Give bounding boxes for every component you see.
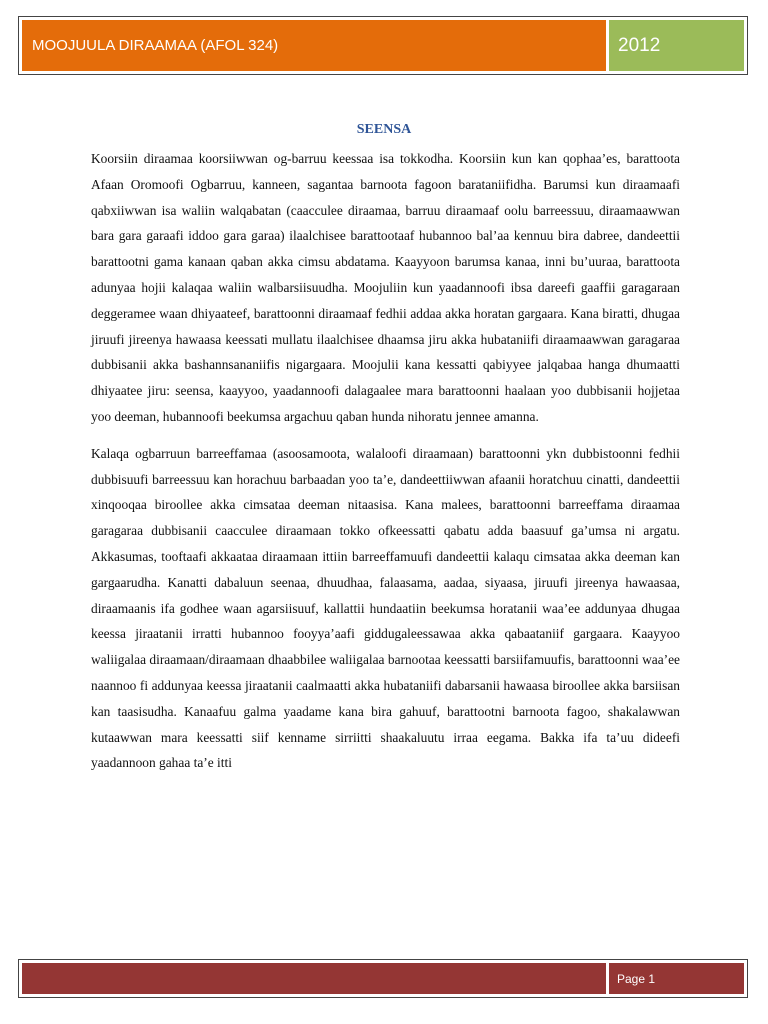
header-bar xyxy=(22,20,744,71)
document-body xyxy=(91,146,680,787)
header-year: 2012 xyxy=(609,20,744,71)
footer-color-band xyxy=(22,963,609,994)
page-footer xyxy=(18,959,748,998)
body-paragraph: Kalaqa ogbarruun barreeffamaa (asoosamoota, walaloofi diraamaan) barattoonni ykn dubbistoonni fedhii dubbisuufi barreessuu kan horachuu barbaadan yoo ta’e, dandeettiiwwan afaanii horatchuu cinatti, dandeettii xinqooqaa biroollee akka cimsataa deeman nitaasisa. Kana malees, barattoonni barreeffama diraamaa garagaraa dubbisanii caacculee diraamaan tokko ofkeessatti qabatu adda baasuuf ga’umsa ni argatu. Akkasumas, tooftaafi akkaataa diraamaan ittiin barreeffamuufi dandeettii kalaqu cimsataa akka deeman kan gargaarudha. Kanatti dabaluun seenaa, dhuudhaa, falaasama, aadaa, siyaasa, jiruufi jireenya hawaasaa, diraamaanis ifa godhee waan agarsiisuuf, kallattii hundaatiin beekumsa horatanii waa’ee addunyaa dhugaa keessa jiraatanii irratti hubannoo fooyya’aafi giddugaleessawaa akka qabaataniif gargaara. Kaayyoo waliigalaa diraamaan/diraamaan dhaabbilee waliigalaa barnootaa keessatti barsiifamuufis, barattoonni waa’ee naannoo fi addunyaa keessa jiraatanii caalmaatti akka hubataniifi dabarsanii hawaasa biroollee akka barsiisan kan taasisudha. Kanaafuu galma yaadame kana bira gahuuf, barattootni barnoota fagoo, shakalawwan kutaawwan mara keessatti siif kenname sirriitti shaakaluutu irraa eegama. Bakka ifa ta’uu dideefi yaadannoon gahaa ta’e itti xyxy=(91,445,680,771)
body-paragraph: Koorsiin diraamaa koorsiiwwan og-barruu keessaa isa tokkodha. Koorsiin kun kan qophaa’es, barattoota Afaan Oromoofi Ogbarruu, kanneen, sagantaa barnoota fagoon barataniifidha. Barumsi kun diraamaafi qabxiiwwan isa waliin walqabatan (caacculee diraamaa, barruu diraamaaf oolu barreessuu, diraamaawwan bara gara garaafi iddoo gara garaa) ilaalchisee barattootaaf hubannoo bal’aa kennuu bira dabree, dandeettii barattootni gama kanaan qaban akka cimsu abdatama. Kaayyoon barumsa kanaa, inni bu’uuraa, barattoota adunyaa hojii kalaqaa waliin walbarsiisuudha. Moojuliin kun yaadannoofi ibsa dareefi gaaffii garagaraan deggeramee waan dhiyaateef, barattoonni diraamaaf fedhii addaa akka horatan gargaara. Kana biratti, dhugaa jiruufi jireenya hawaasa keessati mullatu ilaalchisee dhaamsa jiru akka hubataniifi diraamaawwan garagaraa dubbisanii akka bashannsananiifis nigargaara. Moojulii kana kessatti qabiyyee jalqabaa hanga dhumaatti dhiyaatee jiru: seensa, kaayyoo, yaadannoofi dalagaalee mara barattoonni haalaan yoo dubbisanii hojjetaa yoo deeman, hubannoofi beekumsa argachuu qaban hunda nihoratu jennee amanna. xyxy=(91,151,680,424)
section-title: SEENSA xyxy=(356,122,412,137)
footer-bar xyxy=(22,963,744,994)
page-number: Page 1 xyxy=(609,963,744,994)
page-header xyxy=(18,16,748,75)
header-title: MOOJUULA DIRAAMAA (AFOL 324) xyxy=(22,20,609,71)
